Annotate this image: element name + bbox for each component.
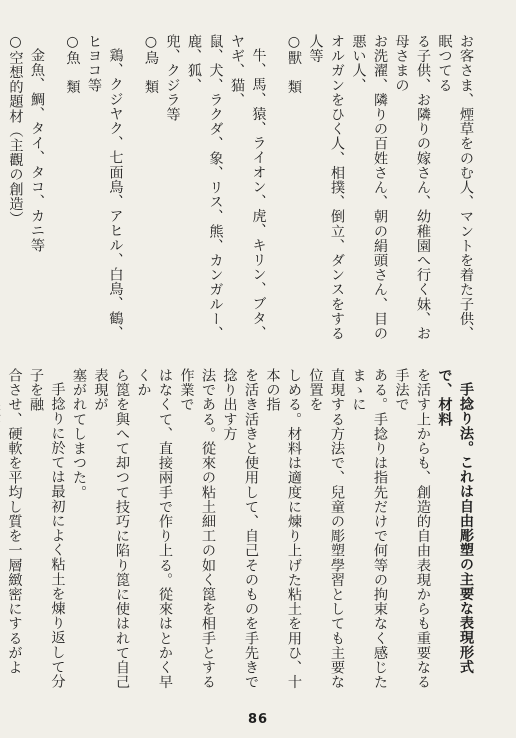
text-column: を活す上からも、創造的自由表現からも重要なる手法で bbox=[393, 368, 431, 690]
category-heading: ○獸 類 bbox=[286, 34, 302, 95]
lower-text-block bbox=[6, 368, 476, 690]
text-column: オルガンをひく人、相撲、倒立、ダンスをする人等 bbox=[307, 34, 345, 341]
page-number: 86 bbox=[247, 712, 269, 727]
text-column: 合させ、硬軟を平均し質を一層緻密にするがよ bbox=[6, 368, 23, 675]
text-column: 鼠、犬、ラクダ、象、リス、熊、カンガルー、鹿、狐、 bbox=[186, 34, 224, 341]
text-column: しめる。材料は適度に煉り上げた粘土を用ひ、十本の指 bbox=[264, 368, 302, 690]
text-column: 法である。從來の粘土細工の如く箆を相手とする作業で bbox=[178, 368, 216, 690]
text-column: 鶏、クジヤク、七面鳥、アヒル、白鳥、鶴、ヒヨコ等 bbox=[86, 34, 124, 341]
text-column: はなくて、直接兩手で作り上る。從來はとかく早くか bbox=[135, 368, 173, 690]
text-column: 手捻りに於ては最初によく粘土を煉り返して分子を融 bbox=[28, 368, 66, 689]
text-column: 兜、クジラ等 bbox=[164, 34, 181, 122]
text-column: 金魚、鯛、タイ、タコ、カニ等 bbox=[29, 48, 45, 253]
text-column: ら箆を與へて却つて技巧に陷り箆に使はれて自己表現が bbox=[92, 368, 130, 690]
category-heading: ○魚 類 bbox=[64, 34, 81, 95]
text-column: 牛、馬、猿、ライオン、虎、キリン、ブタ、ヤギ、猫、 bbox=[229, 34, 267, 341]
category-heading: ○鳥 類 bbox=[143, 34, 159, 95]
text-column: 直現する方法で、兒童の彫塑學習としても主要な位置を bbox=[307, 368, 345, 690]
upper-text-block bbox=[7, 34, 476, 352]
text-column: 手捻り法。これは自由彫塑の主要な表現形式で、材料 bbox=[436, 368, 474, 675]
category-heading: ○空想的題材（主觀の創造） bbox=[7, 34, 24, 226]
text-column: お客さま、煙草をのむ人、マントを着た子供、眠つてる bbox=[436, 34, 474, 341]
text-column: る子供、お隣りの嫁さん、幼稚園へ行く妹、お母さまの bbox=[393, 34, 431, 341]
text-column: 塞がれてしまつた。 bbox=[71, 368, 87, 500]
text-column: お洗濯、隣りの百姓さん、朝の絹頭さん、目の悪い人、 bbox=[350, 34, 388, 341]
text-column: ある。手捻りは指先だけで何等の拘束なく感じたまゝに bbox=[350, 368, 388, 690]
text-column: を活き活きと使用して、自己そのものを手先きで捻り出す方 bbox=[221, 368, 259, 690]
